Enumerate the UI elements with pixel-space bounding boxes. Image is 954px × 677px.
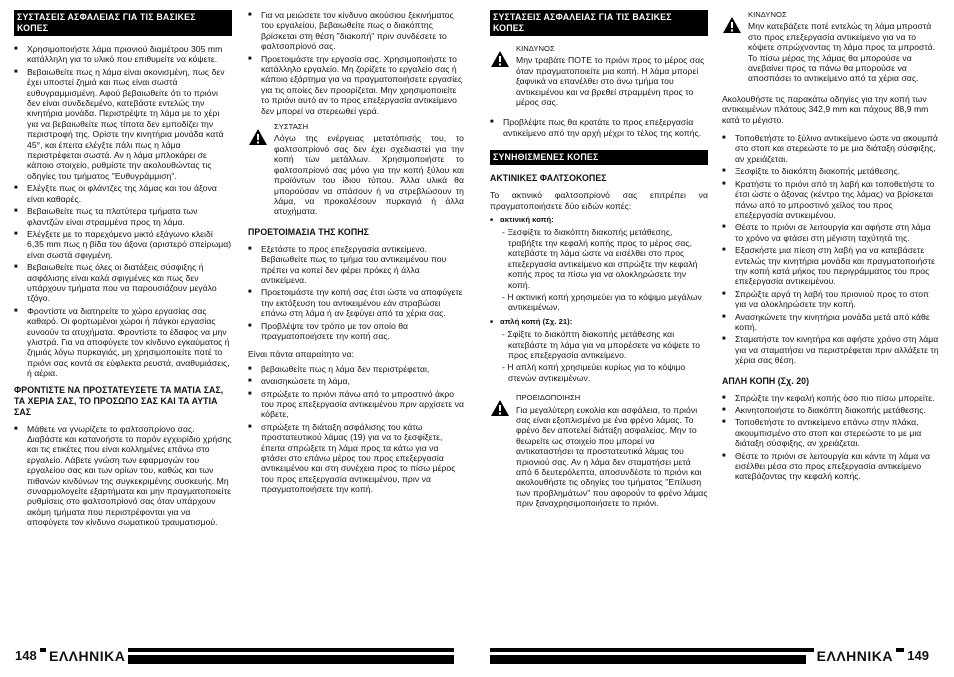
dash-item: - Η απλή κοπή χρησιμεύει κυρίως για το κόψιμο στενών αντικειμένων. <box>502 362 686 383</box>
warning-title: ΠΡΟΕΙΔΟΠΟΙΗΣΗ <box>516 393 581 403</box>
warning-triangle-icon <box>722 10 748 84</box>
section-title-common-cuts: ΣΥΝΗΘΙΣΜΕΝΕΣ ΚΟΠΕΣ <box>490 150 708 165</box>
list-item: ■ αναισηκώσετε τη λάμα, <box>248 376 464 386</box>
danger-text: Μην τραβάτε ΠΟΤΕ το πριόνι προς το μέρος σας όταν πραγματοποιείτε μια κοπή. Η λάμα μπορεί ξαφνικά να επανέλθει στο άνω τμήμα του αντικειμένου και να βρεθεί στραμμένη προς το μέρος σας. <box>516 55 705 108</box>
heading-cut-prep: ΠΡΟΕΤΟΙΜΑΣΙΑ ΤΗΣ ΚΟΠΗΣ <box>248 226 369 237</box>
bullet-list <box>14 44 232 379</box>
list-item: ■ Σταματήστε τον κινητήρα και αφήστε χρόνο στη λάμα για να σταματήσει να περιστρέφεται πριν αλλάξετε τη χέρια σας θέση. <box>722 334 941 365</box>
list-item: ■ Προετοιμάστε την εργασία σας. Χρησιμοποιήστε το κατάλληλο εργαλείο. Μη ζορίζετε το εργαλείο σας ή κάποιο εξάρτημα για να πραγματοποιήσετε εργασίες για τις οποίες δεν προορίζεται. Μην χρησιμοποιείτε το πριόνι αυτό αν το προς επεξεργασία αντικείμενο δεν μπορεί να στερεωθεί γερά. <box>248 54 464 116</box>
danger-box <box>722 10 941 84</box>
list-item: ■ Ανασηκώνετε την κινητήρια μονάδα μετά από κάθε κοπή. <box>722 312 941 333</box>
dash-list <box>490 227 708 312</box>
radial-intro: Το ακτινικό φαλτσοπρίονό σας επιτρέπει να πραγματοποιήσετε δύο ειδών κοπές: <box>490 190 708 211</box>
bullet-list <box>490 117 708 138</box>
footer-left <box>12 648 454 664</box>
danger-title: ΚΙΝΔΥΝΟΣ <box>748 10 787 19</box>
page-number: 149 <box>904 648 932 664</box>
list-item: ■ Σπρώξτε την κεφαλή κοπής όσο πιο πίσω μπορείτε. <box>722 393 941 403</box>
list-item: ■ Χρησιμοποιήστε λάμα πριονιού διαμέτρου 305 mm κατάλληλη για το υλικό που επιθυμείτε να κόψετε. <box>14 44 232 65</box>
bullet-list <box>14 424 232 528</box>
list-item: ■ Για να μειώσετε τον κίνδυνο ακούσιου ξεκινήματος του εργαλείου, βεβαιωθείτε πως ο διακόπτης βρίσκεται στη θέση "διακοπή" πριν συνδέσετε το φαλτσοπρίονό σας. <box>248 10 464 52</box>
heading-protect: ΦΡΟΝΤΙΣΤΕ ΝΑ ΠΡΟΣΤΑΤΕΥΣΕΤΕ ΤΑ ΜΑΤΙΑ ΣΑΣ, ΤΑ ΧΕΡΙΑ ΣΑΣ, ΤΟ ΠΡΟΣΩΠΟ ΣΑΣ ΚΑΙ ΤΑ ΑΥΤΙΑ ΣΑΣ <box>14 384 224 417</box>
bullet-list <box>248 364 464 495</box>
heading-simple-cut: ΑΠΛΗ ΚΟΠΗ (Σχ. 20) <box>722 375 810 386</box>
language-label: ΕΛΛΗΝΙΚΑ <box>814 648 896 664</box>
right-page-column-2 <box>722 10 941 484</box>
list-item: ■ Κρατήστε το πριόνι από τη λαβή και τοποθετήστε το έτσι ώστε ο άξονας (κέντρο της λάμας) να βρίσκεται πάνω από το μπροστινό χείλος του προς επεξεργασία αντικειμένου. <box>722 179 941 221</box>
section-title-safety: ΣΥΣΤΑΣΕΙΣ ΑΣΦΑΛΕΙΑΣ ΓΙΑ ΤΙΣ ΒΑΣΙΚΕΣ ΚΟΠΕΣ <box>14 10 232 36</box>
list-item: ■ Εξασκήστε μια πίεση στη λαβή για να κατεβάσετε εντελώς την κινητήρια μονάδα και πραγματοποιήστε την κοπή κατά μήκος του περιγράμματος του προς επεξεργασία αντικειμένου. <box>722 245 941 287</box>
notice-text: Λόγω της ενέργειας μετατόπισής του, το φαλτσοπρίονό σας δεν έχει σχεδιαστεί για την κοπή των μετάλλων. Χρησιμοποιήστε το φαλτσοπρίονό σας μόνο για την κοπή ξύλου και προϊόντων του ίδιου τύπου. Άλλα υλικά θα μπορούσαν να σπάσουν ή να στρεβλώσουν τη λάμα, να προκαλέσουν πυρκαγιά ή άλλα ατυχήματα. <box>274 133 464 217</box>
danger-title: ΚΙΝΔΥΝΟΣ <box>516 44 555 53</box>
sub-simple-cut: ■ απλή κοπή (Σχ. 21): <box>490 317 708 327</box>
list-item: ■ Ελέγξτε πως οι φλάντζες της λάμας και του άξονα είναι καθαρές. <box>14 183 232 204</box>
list-item: ■ Τοποθετήστε το αντικείμενο επάνω στην πλάκα, ακουμπισμένο στο στοπ και στερεώστε το με μια διάταξη σύσφιξης, αν χρειάζεται. <box>722 417 941 448</box>
col4-intro: Ακολουθήστε τις παρακάτω οδηγίες για την κοπή των αντικειμένων πλάτους 342,9 mm και πάχους 88,9 mm κατά το μέγιστο. <box>722 93 929 125</box>
bullet-list <box>722 393 941 482</box>
list-item: ■ Βεβαιωθείτε πως τα πλατύτερα τμήματα των φλαντζών είναι στραμμένα προς τη λάμα. <box>14 206 232 227</box>
bullet-list <box>722 133 941 366</box>
always-text: Είναι πάντα απαραίτητο να: <box>248 349 354 360</box>
warning-text: Για μεγαλύτερη ευκολία και ασφάλεια, το πριόνι σας είναι εξοπλισμένο με ένα φρένο λάμας. Το φρένο δεν αποτελεί διάταξη ασφαλείας. Μην το θεωρείτε ως στοιχείο που μπορεί να αντικαταστήσει τα προστατευτικά λάμας του πριονιού σας. Αν η λάμα δεν σταματήσει μετά από 6 δευτερόλεπτα, αποσυνδέστε το πριόνι και ακολουθήστε τις οδηγίες του τμήματος "Επίλυση των προβλημάτων" που αφορούν το φρένο λάμας πριν ξαναχρησιμοποιήσετε το πριόνι. <box>516 404 708 509</box>
list-item: ■ Εξετάστε το προς επεξεργασία αντικείμενο. Βεβαιωθείτε πως το τμήμα του αντικειμένου που πρέπει να κοπεί δεν φέρει πρόκες ή άλλα αντικείμενα. <box>248 244 464 286</box>
list-item: ■ Ελέγξετε με το παρεχόμενο μικτό εξάγωνο κλειδί 6,35 mm πως η βίδα του άξονα (αριστερό σπείρωμα) είναι σωστά σφιγμένη. <box>14 229 232 260</box>
section-title-safety-right: ΣΥΣΤΑΣΕΙΣ ΑΣΦΑΛΕΙΑΣ ΓΙΑ ΤΙΣ ΒΑΣΙΚΕΣ ΚΟΠΕΣ <box>490 10 708 36</box>
danger-box <box>490 44 708 107</box>
list-item: ■ Σπρώξτε αργά τη λαβή του πριονιού προς το στοπ για να ολοκληρώσετε την κοπή. <box>722 289 941 310</box>
right-page-column-1 <box>490 10 708 519</box>
dash-item: - Η ακτινική κοπή χρησιμεύει για το κόψιμο μεγάλων αντικειμένων. <box>502 291 702 313</box>
list-item: ■ Προβλέψτε τον τρόπο με τον οποίο θα πραγματοποιήσετε την κοπή σας. <box>248 321 464 342</box>
left-page-column-1 <box>14 10 232 530</box>
list-item: ■ Βεβαιωθείτε πως η λάμα είναι ακονισμένη, πως δεν έχει υποστεί ζημιά και πως είναι σωστά ευθυγραμμισμένη. Αφού βεβαιωθείτε ότι το πριόνι δεν είναι συνδεδεμένο, κατεβάστε εντελώς την κινητήρια μονάδα. Περιστρέψτε τη λάμα με το χέρι για να βεβαιωθείτε πως τίποτα δεν εμποδίζει την περιστροφή της. Ορίστε την κινητήρια μονάδα κατά 45°, και έπειτα ελέγξτε πάλι πως η λάμα περιστρέφεται σωστά. Αν η λάμα μπλοκάρει σε κάποιο στοιχείο, ρυθμίστε την ακολουθώντας τις οδηγίες του τμήματος "Ευθυγράμμιση". <box>14 67 232 181</box>
dash-item: - Σφίξτε το διακόπτη διακοπής μετάθεσης και κατεβάστε τη λάμα για να μπορέσετε να κόψετε το προς επεξεργασία αντικείμενο. <box>502 329 701 360</box>
list-item: ■ βεβαιωθείτε πως η λάμα δεν περιστρέφεται, <box>248 364 464 374</box>
notice-title: ΣΥΣΤΑΣΗ <box>274 122 309 132</box>
language-label: ΕΛΛΗΝΙΚΑ <box>46 648 128 664</box>
list-item: ■ Προβλέψτε πως θα κρατάτε το προς επεξεργασία αντικείμενο από την αρχή μέχρι το τέλος της κοπής. <box>490 117 708 138</box>
list-item: ■ Θέστε το πριόνι σε λειτουργία και κάντε τη λάμα να εισέλθει μέσα στο προς επεξεργασία αντικείμενο κατεβάζοντας την κεφαλή κοπής. <box>722 451 941 482</box>
warning-triangle-icon <box>490 44 516 107</box>
footer-band <box>124 655 454 664</box>
notice-box <box>248 122 464 217</box>
list-item: ■ Θέστε το πριόνι σε λειτουργία και αφήστε στη λάμα το χρόνο να φτάσει στη μέγιστη ταχύτητά της. <box>722 222 941 243</box>
dash-item: - Ξεσφίξτε το διακόπτη διακοπής μετάθεσης, τραβήξτε την κεφαλή κοπής προς το μέρος σας, κατεβάστε τη λάμα ώστε να εισέλθει στο προς επεξεργασία αντικείμενο και σπρώξτε την κεφαλή κοπής προς τα πίσω για να ολοκληρώσετε την κοπή. <box>502 227 698 290</box>
warning-triangle-icon <box>490 393 516 508</box>
bullet-list <box>248 10 464 116</box>
footer-band <box>490 655 806 664</box>
list-item: ■ Μάθετε να γνωρίζετε το φαλτσοπρίονο σας. Διαβάστε και κατανοήστε το παρόν εγχειρίδιο χρήσης και τις ετικέτες που είναι κολλημένες επάνω στο εργαλείο. Λάβετε γνώση των εφαρμογών του εργαλείου σας και των ορίων του, καθώς και των πιθανών κινδύνων της συγκεκριμένης συσκευής. Μη συναρμολογείτε εξαρτήματα και μην πραγματοποιείτε ρυθμίσεις στο φαλτσοπρίονό σας όταν υπάρχουν ακόμη τμήματα που περιστρέφονται για να αποφύγετε τον κίνδυνο σωματικού τραυματισμού. <box>14 424 232 528</box>
dash-list <box>490 329 708 383</box>
warning-triangle-icon <box>248 122 274 217</box>
danger-text: Μην κατεβάζετε ποτέ εντελώς τη λάμα μπροστά στο προς επεξεργασία αντικείμενο για να το κόψετε σπρώχνοντας τη λάμα προς τα μπροστά. Το πίσω μέρος της λάμας θα μπορούσε να ανεβαίνει προς τα πάνω θα μπορούσε να αποσπάσει το αντικείμενο από τα χέρια σας. <box>748 21 936 84</box>
heading-radial: ΑΚΤΙΝΙΚΕΣ ΦΑΛΤΣΟΚΟΠΕΣ <box>490 173 607 184</box>
left-page-column-2 <box>248 10 464 497</box>
list-item: ■ Ξεσφίξτε το διακόπτη διακοπής μετάθεσης. <box>722 166 941 176</box>
footer-right <box>490 648 932 664</box>
list-item: ■ Προετοιμάστε την κοπή σας έτσι ώστε να αποφύγετε την εκτόξευση του αντικειμένου εάν στραβώσει επάνω στη λάμα ή αν ξεφύγει από τα χέρια σας. <box>248 287 464 318</box>
list-item: ■ σπρώξετε το πριόνι πάνω από το μπροστινό άκρο του προς επεξεργασία αντικειμένου πριν αρχίσετε να κόβετε, <box>248 389 464 420</box>
list-item: ■ Φροντίστε να διατηρείτε το χώρο εργασίας σας καθαρό. Οι φορτωμένοι χώροι ή πάγκοι εργασίας ευνοούν τα ατυχήματα. Φροντίστε το έδαφος να μην γλιστρά. Για να αποφύγετε τον κίνδυνο εγκαύματος ή ζημιάς λόγω πυρκαγιάς, μη χρησιμοποιείτε ποτέ το πριόνι σας κοντά σε εύφλεκτα ρευστά, αναθυμιάσεις, ή αέρια. <box>14 306 232 379</box>
page-number: 148 <box>12 648 40 664</box>
list-item: ■ Τοποθετήστε το ξύλινο αντικείμενο ώστε να ακουμπά στο στοπ και στερεώστε το με μια διάταξη σύσφιξης, αν χρειάζεται. <box>722 133 941 164</box>
warning-box <box>490 393 708 508</box>
list-item: ■ Ακινητοποιήστε το διακόπτη διακοπής μετάθεσης. <box>722 405 941 415</box>
list-item: ■ Βεβαιωθείτε πως όλες οι διατάξεις σύσφιξης ή ασφάλισης είναι καλά σφιγμένες και πως δεν υπάρχουν τμήματα που να παρουσιάζουν μεγάλο τζόγο. <box>14 262 232 304</box>
sub-radial-cut: ■ ακτινική κοπή: <box>490 215 708 225</box>
bullet-list <box>248 244 464 342</box>
list-item: ■ σπρώξετε τη διάταξη ασφάλισης του κάτω προστατευτικού λάμας (19) για να το ξεσφίξετε, έπειτα σπρώξετε τη λάμα προς τα κάτω για να φτάσει στο επάνω μέρος του προς επεξεργασία αντικειμένου και στη συνέχεια προς το πίσω μέρος του προς επεξεργασία αντικειμένου, πριν να πραγματοποιήσετε την κοπή. <box>248 422 464 495</box>
